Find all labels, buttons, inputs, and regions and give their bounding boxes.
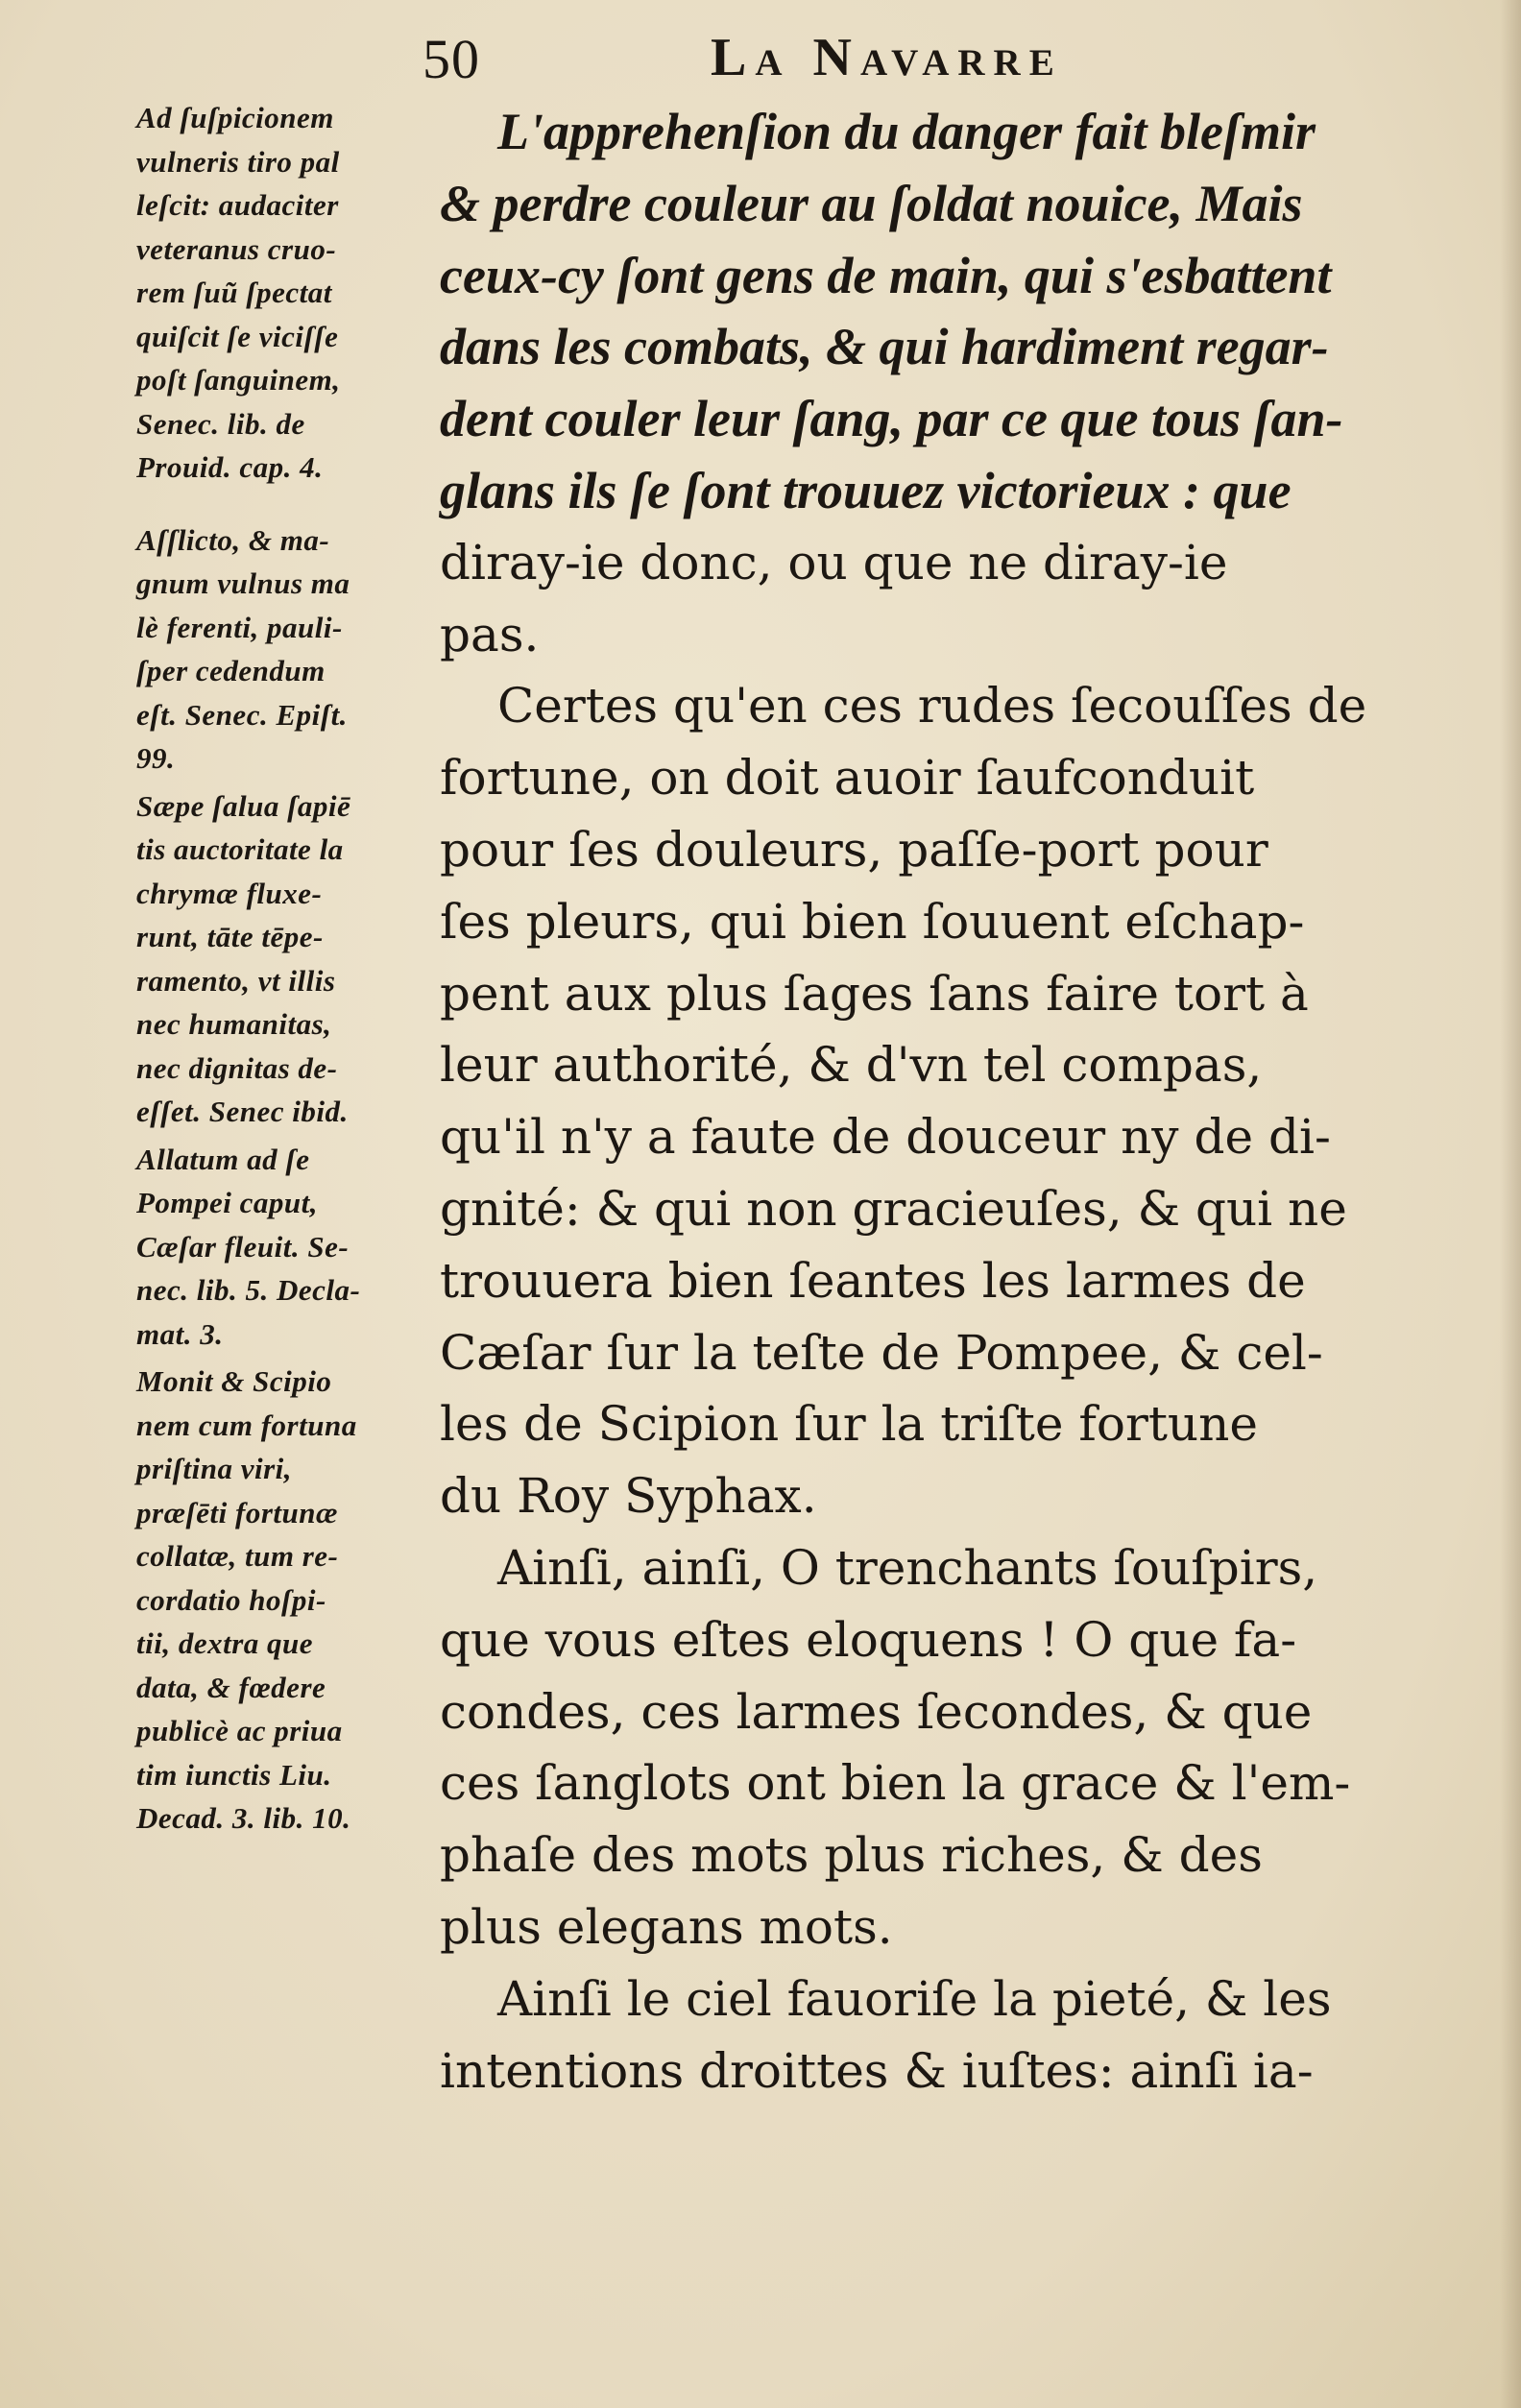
text-line: intentions droittes & iuſtes: ainſi ia-: [440, 2042, 1314, 2099]
text-line: Ainſi le ciel fauoriſe la pieté, & les: [497, 1970, 1332, 2027]
text-line: leur authorité, & d'vn tel compas,: [440, 1037, 1263, 1094]
text-line: ceux-cy ſont gens de main, qui s'esbattent: [440, 246, 1332, 304]
text-line: du Roy Syphax.: [440, 1468, 817, 1525]
margin-notes: [136, 96, 434, 1841]
running-title: La Navarre: [711, 28, 1063, 87]
text-line: que vous eſtes eloquens ! O que fa-: [440, 1611, 1297, 1668]
text-line: ces ſanglots ont bien la grace & l'em-: [440, 1755, 1351, 1812]
text-line: Ainſi, ainſi, O trenchants ſouſpirs,: [497, 1539, 1318, 1596]
text-line: qu'il n'y a faute de douceur ny de di-: [440, 1109, 1331, 1166]
text-line: diray-ie donc, ou que ne diray-ie: [440, 534, 1228, 590]
margin-note: Monit & Scipio nem cum fortuna priſtina viri, præſēti fortunæ collatæ, tum re- cordatio hoſpi- tii, dextra que data, & fœdere publicè ac priua tim iunctis Liu. Decad. 3. lib. 10.: [136, 1364, 357, 1835]
text-line: condes, ces larmes ſecondes, & que: [440, 1683, 1313, 1740]
text-line: fortune, on doit auoir ſaufconduit: [440, 750, 1255, 807]
text-line: plus elegans mots.: [440, 1898, 893, 1955]
text-line: les de Scipion ſur la triſte fortune: [440, 1396, 1258, 1453]
text-line: pour ſes douleurs, paſſe-port pour: [440, 821, 1268, 878]
text-line: ſes pleurs, qui bien ſouuent eſchap-: [440, 893, 1305, 950]
margin-note: Allatum ad ſe Pompei caput, Cæſar fleuit. Se- nec. lib. 5. Decla- mat. 3.: [136, 1142, 361, 1351]
text-line: glans ils ſe ſont trouuez victorieux : que: [440, 461, 1292, 519]
text-line: Cæſar ſur la teſte de Pompee, & cel-: [440, 1324, 1323, 1381]
text-line: Certes qu'en ces rudes ſecouſſes de: [497, 678, 1367, 734]
margin-note: Aſſlicto, & ma- gnum vulnus ma lè ferenti, pauli- ſper cedendum eſt. Senec. Epiſt. 99.: [136, 522, 350, 775]
margin-note: Ad ſuſpicionem vulneris tiro pal leſcit: audaciter veteranus cruo- rem ſuũ ſpectat quiſcit ſe viciſſe poſt ſanguinem, Senec. lib. de Prouid. cap. 4.: [136, 101, 341, 484]
text-line: trouuera bien ſeantes les larmes de: [440, 1252, 1306, 1309]
text-line: gnité: & qui non gracieuſes, & qui ne: [440, 1180, 1347, 1237]
margin-note: Sæpe ſalua ſapiē tis auctoritate la chrymæ fluxe- runt, tāte tēpe- ramento, vt illis nec humanitas, nec dignitas de- eſſet. Senec ibid.: [136, 788, 351, 1128]
text-line: pent aux plus ſages ſans faire tort à: [440, 965, 1309, 1022]
text-line: L'apprehenſion du danger fait bleſmir: [497, 103, 1316, 160]
text-line: & perdre couleur au ſoldat nouice, Mais: [440, 174, 1303, 232]
text-line: dans les combats, & qui hardiment regar-: [440, 318, 1329, 376]
page-header: [422, 21, 1191, 98]
main-text-block: [440, 96, 1419, 2107]
text-line: pas.: [440, 606, 540, 662]
page-edge-shadow: [1500, 0, 1521, 2408]
text-line: dent couler leur ſang, par ce que tous ſan-: [440, 390, 1343, 448]
text-line: phaſe des mots plus riches, & des: [440, 1827, 1263, 1884]
page-number: 50: [422, 28, 480, 90]
